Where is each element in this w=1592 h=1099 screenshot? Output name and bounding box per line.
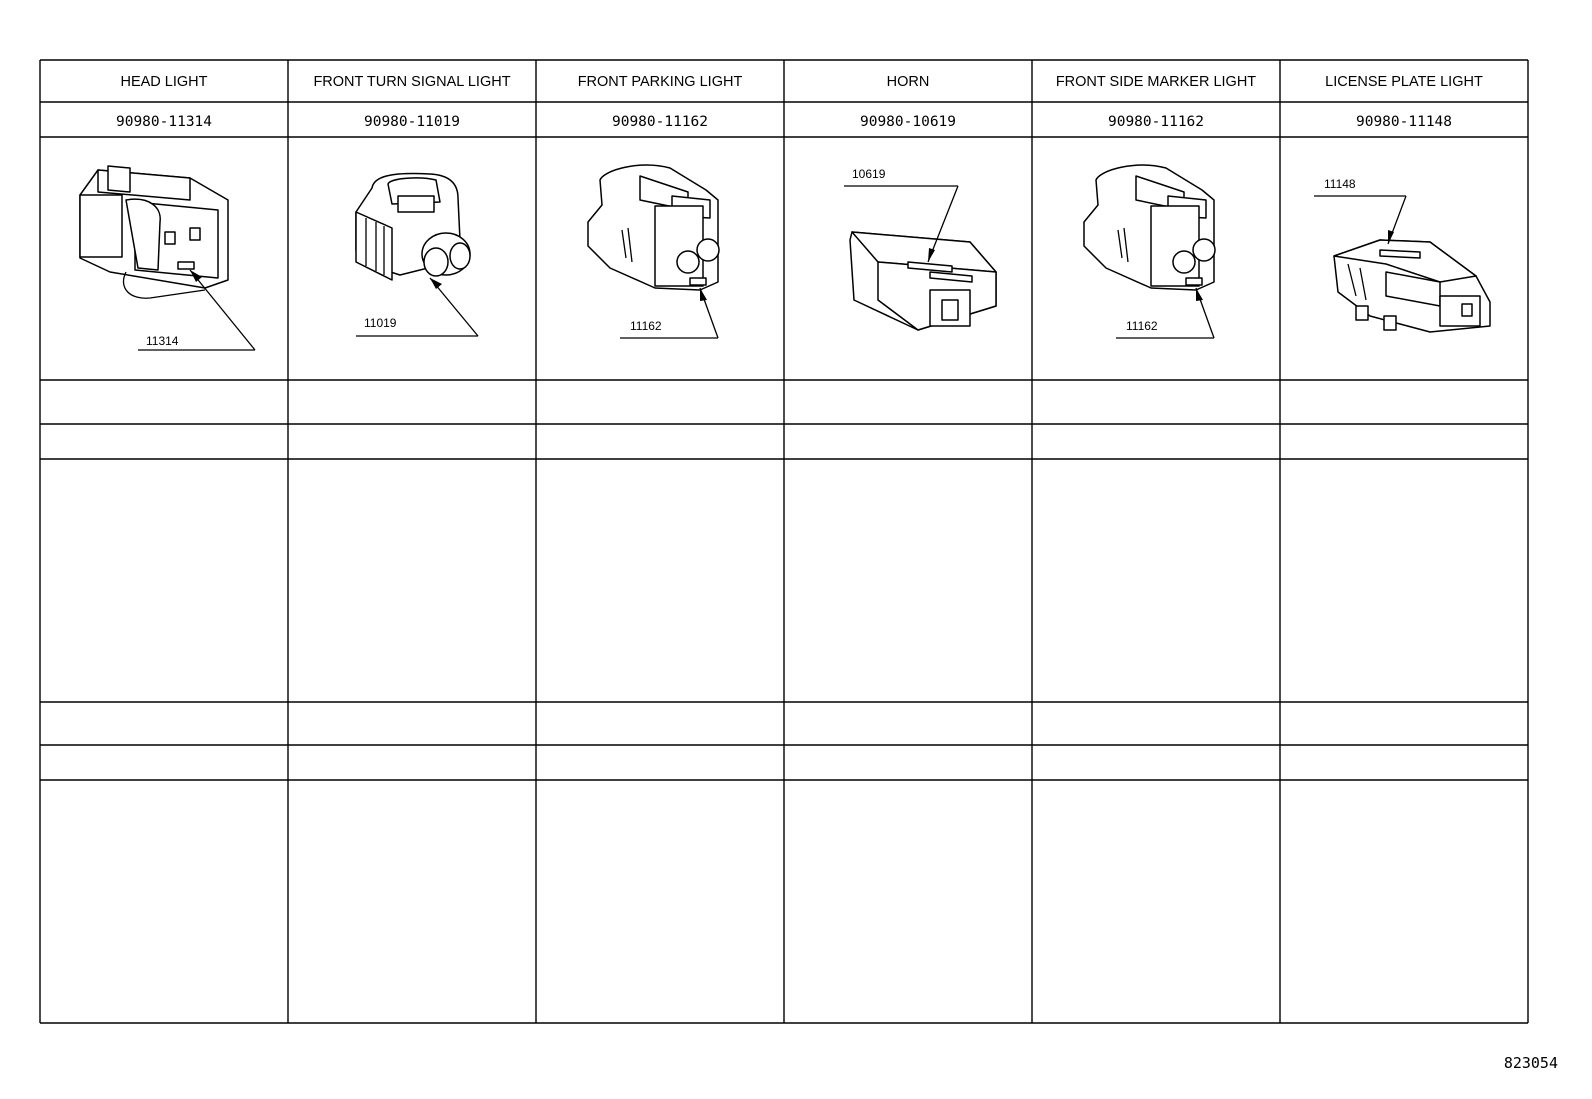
column-header-horn: HORN — [886, 74, 930, 90]
part-number-license-plate-light: 90980-11148 — [1355, 114, 1453, 130]
column-header-front-turn-signal-light: FRONT TURN SIGNAL LIGHT — [313, 74, 511, 90]
header-row — [120, 74, 1482, 90]
callout-11019: 11019 — [364, 316, 397, 330]
parking-light-connector-icon — [588, 165, 719, 338]
part-number-head-light: 90980-11314 — [115, 114, 213, 130]
callout-11148: 11148 — [1324, 177, 1356, 191]
figure-number: 823054 — [1503, 1054, 1558, 1072]
license-plate-connector-icon — [1314, 196, 1490, 332]
callout-11162-side-marker: 11162 — [1126, 319, 1158, 333]
column-header-head-light: HEAD LIGHT — [120, 74, 208, 90]
horn-connector-icon — [844, 186, 996, 330]
table-grid — [40, 60, 1528, 1023]
column-header-front-parking-light: FRONT PARKING LIGHT — [577, 74, 743, 90]
part-number-front-side-marker-light: 90980-11162 — [1107, 114, 1205, 130]
column-header-front-side-marker-light: FRONT SIDE MARKER LIGHT — [1055, 74, 1257, 90]
part-number-horn: 90980-10619 — [859, 114, 957, 130]
column-header-license-plate-light: LICENSE PLATE LIGHT — [1325, 74, 1483, 90]
callout-10619: 10619 — [852, 167, 886, 181]
turn-signal-connector-icon — [356, 174, 478, 336]
callout-11314: 11314 — [146, 334, 179, 348]
headlight-connector-icon — [80, 166, 255, 350]
part-number-front-parking-light: 90980-11162 — [611, 114, 709, 130]
part-number-front-turn-signal-light: 90980-11019 — [363, 114, 461, 130]
side-marker-connector-icon — [1084, 165, 1215, 338]
callout-11162-parking: 11162 — [630, 319, 662, 333]
